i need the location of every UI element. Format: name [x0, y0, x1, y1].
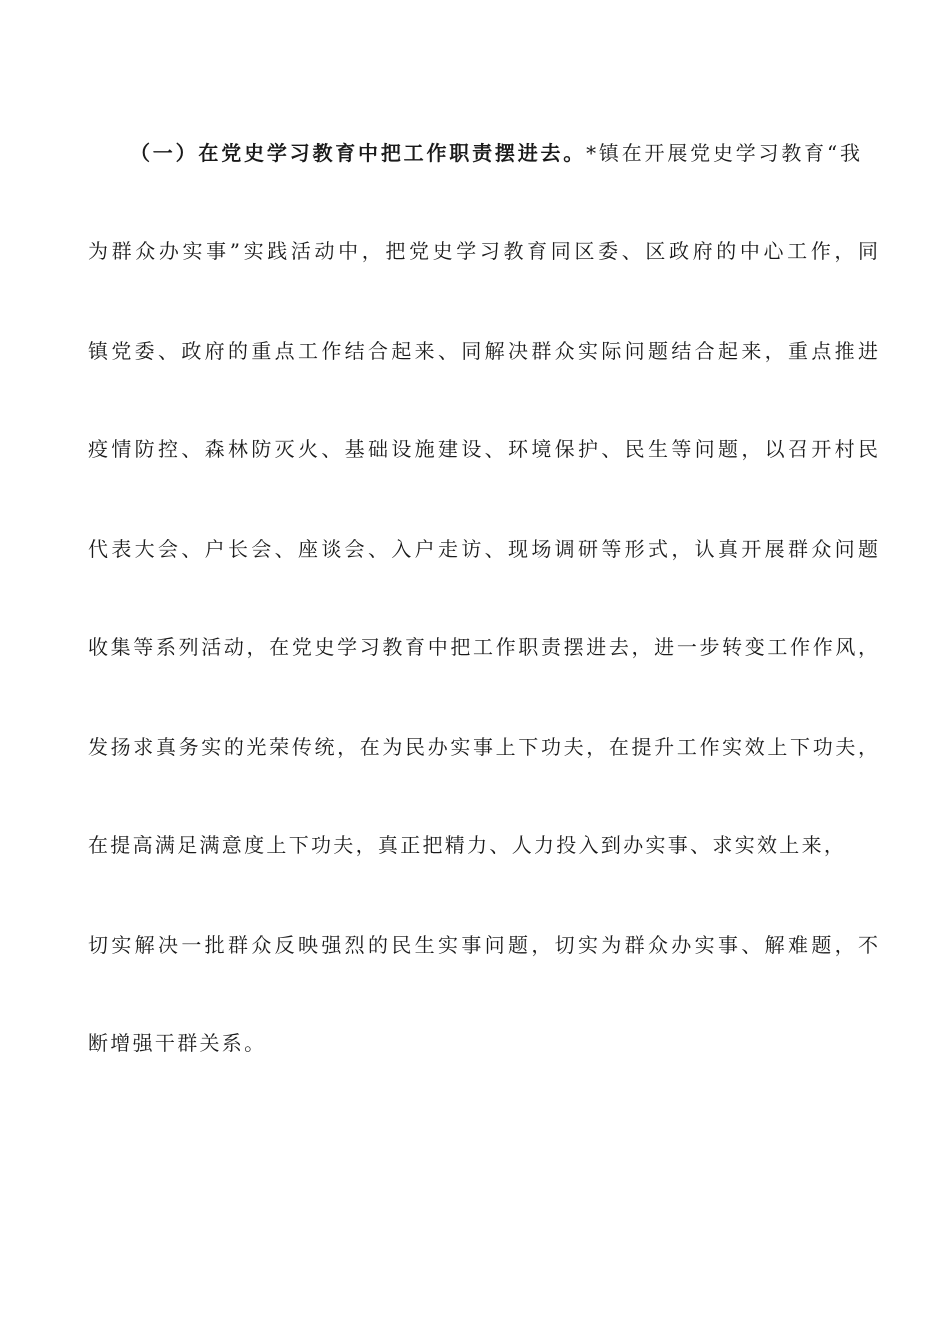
paragraph-line-7: 发扬求真务实的光荣传统，在为民办实事上下功夫，在提升工作实效上下功夫， [88, 735, 878, 759]
paragraph-line-8: 在提高满足满意度上下功夫，真正把精力、人力投入到办实事、求实效上来， [88, 833, 847, 857]
paragraph-line-4: 疫情防控、森林防灭火、基础设施建设、环境保护、民生等问题，以召开村民 [88, 437, 878, 461]
paragraph-line-9: 切实解决一批群众反映强烈的民生实事问题，切实为群众办实事、解难题，不 [88, 933, 878, 957]
paragraph-line-5: 代表大会、户长会、座谈会、入户走访、现场调研等形式，认真开展群众问题 [88, 537, 878, 561]
paragraph-line-1 [130, 138, 860, 168]
section-heading: （一）在党史学习教育中把工作职责摆进去。 [130, 141, 587, 165]
paragraph-line-6: 收集等系列活动，在党史学习教育中把工作职责摆进去，进一步转变工作作风， [88, 635, 878, 659]
first-line-text: *镇在开展党史学习教育“我 [586, 141, 860, 165]
paragraph-line-3: 镇党委、政府的重点工作结合起来、同解决群众实际问题结合起来，重点推进 [88, 339, 878, 363]
paragraph-line-2: 为群众办实事”实践活动中，把党史学习教育同区委、区政府的中心工作，同 [88, 239, 878, 263]
paragraph-line-10: 断增强干群关系。 [88, 1031, 267, 1055]
